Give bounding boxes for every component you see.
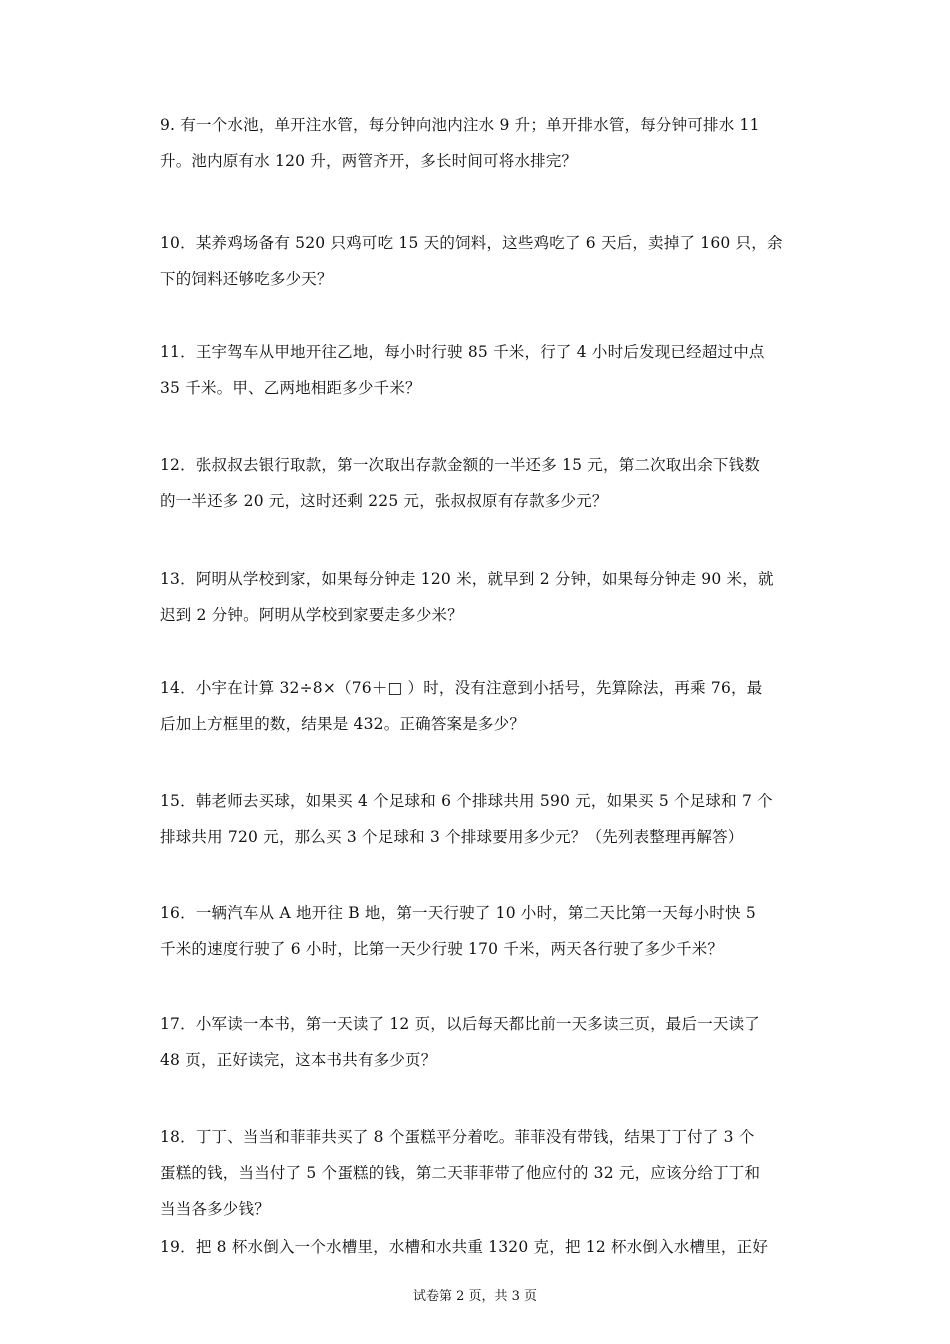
question-line: 10．某养鸡场备有 520 只鸡可吃 15 天的饲料，这些鸡吃了 6 天后，卖掉了 160 只，余: [160, 234, 783, 252]
question-line: 48 页，正好读完，这本书共有多少页？: [160, 1051, 437, 1069]
question-line: 14．小宇在计算 32÷8×（76＋□ ）时，没有注意到小括号，先算除法，再乘 76，最: [160, 679, 763, 697]
question-19: [160, 1229, 790, 1265]
question-line: 蛋糕的钱，当当付了 5 个蛋糕的钱，第二天菲菲带了他应付的 32 元，应该分给丁丁和: [160, 1164, 761, 1182]
question-line: 迟到 2 分钟。阿明从学校到家要走多少米？: [160, 606, 463, 624]
question-line: 的一半还多 20 元，这时还剩 225 元，张叔叔原有存款多少元？: [160, 492, 608, 510]
question-15: [160, 783, 790, 855]
question-line: 下的饲料还够吃多少天？: [160, 270, 333, 288]
question-10: [160, 225, 790, 297]
question-9: [160, 107, 790, 179]
question-line: 19．把 8 杯水倒入一个水槽里，水槽和水共重 1320 克，把 12 杯水倒入水槽里，正好: [160, 1238, 769, 1256]
question-line: 后加上方框里的数，结果是 432。正确答案是多少？: [160, 715, 526, 733]
question-line: 18．丁丁、当当和菲菲共买了 8 个蛋糕平分着吃。菲菲没有带钱，结果丁丁付了 3 个: [160, 1128, 755, 1146]
question-line: 11．王宇驾车从甲地开往乙地，每小时行驶 85 千米，行了 4 小时后发现已经超过中点: [160, 343, 765, 361]
question-16: [160, 895, 790, 967]
question-line: 13．阿明从学校到家，如果每分钟走 120 米，就早到 2 分钟，如果每分钟走 90 米，就: [160, 570, 774, 588]
question-line: 当当各多少钱？: [160, 1200, 270, 1218]
question-line: 千米的速度行驶了 6 小时，比第一天少行驶 170 千米，两天各行驶了多少千米？: [160, 940, 724, 958]
page-footer: 试卷第 2 页，共 3 页: [412, 1289, 538, 1304]
question-line: 15．韩老师去买球，如果买 4 个足球和 6 个排球共用 590 元，如果买 5 个足球和 7 个: [160, 792, 773, 810]
question-line: 排球共用 720 元，那么买 3 个足球和 3 个排球要用多少元？（先列表整理再解答）: [160, 828, 744, 846]
question-13: [160, 561, 790, 633]
question-line: 升。池内原有水 120 升，两管齐开，多长时间可将水排完？: [160, 152, 578, 170]
question-11: [160, 334, 790, 406]
question-line: 17．小军读一本书，第一天读了 12 页，以后每天都比前一天多读三页，最后一天读了: [160, 1015, 761, 1033]
question-line: 12．张叔叔去银行取款，第一次取出存款金额的一半还多 15 元，第二次取出余下钱数: [160, 456, 761, 474]
question-12: [160, 447, 790, 519]
question-line: 9. 有一个水池，单开注水管，每分钟向池内注水 9 升；单开排水管，每分钟可排水 11: [160, 116, 760, 134]
question-17: [160, 1006, 790, 1078]
question-14: [160, 670, 790, 742]
question-18: [160, 1119, 790, 1227]
question-line: 16．一辆汽车从 A 地开往 B 地，第一天行驶了 10 小时，第二天比第一天每小时快 5: [160, 904, 756, 922]
question-line: 35 千米。甲、乙两地相距多少千米？: [160, 379, 421, 397]
